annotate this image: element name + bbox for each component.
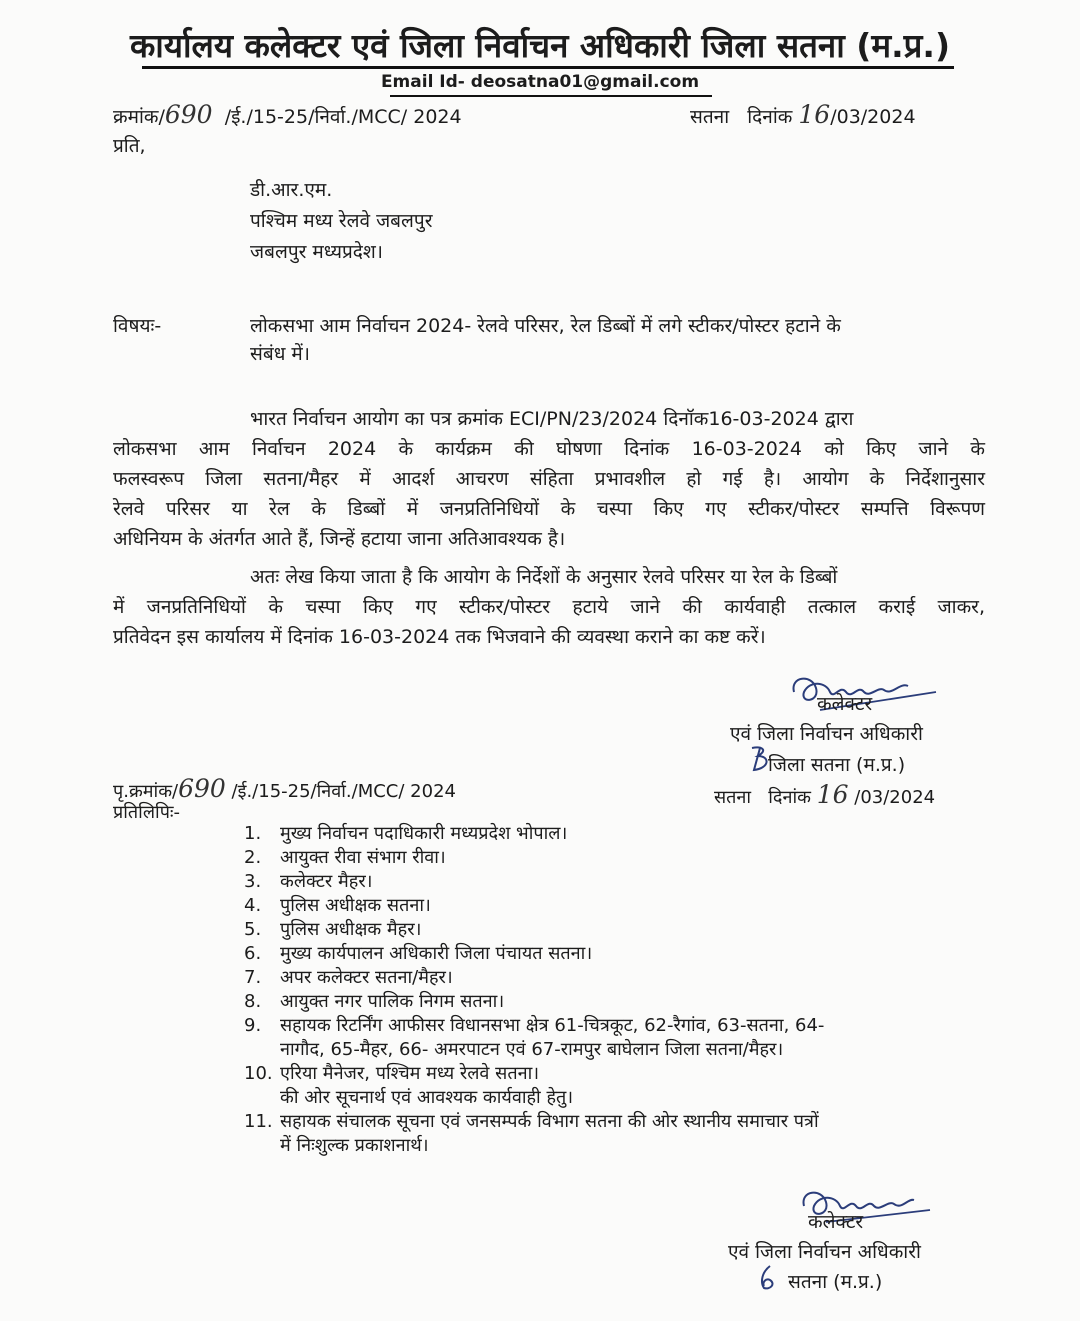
list-item-text: सहायक रिटर्निंग आफीसर विधानसभा क्षेत्र 61-चित्रकूट, 62-रैगांव, 63-सतना, 64-: [280, 1015, 825, 1036]
list-item: [244, 966, 1004, 990]
list-item-text: पुलिस अधीक्षक सतना।: [280, 895, 431, 916]
list-item-number: 1.: [244, 823, 262, 844]
signature-2-title: कलेक्टर: [808, 1211, 864, 1233]
list-item-number: 5.: [244, 919, 262, 940]
email-line: Email Id- deosatna01@gmail.com: [380, 72, 700, 92]
body-line: अधिनियम के अंतर्गत आते हैं, जिन्हें हटाया जाना अतिआवश्यक है।: [113, 528, 566, 550]
ref-place: सतना: [690, 106, 730, 128]
copy-ref-handwritten-day: 16: [816, 780, 849, 809]
subject-line-2: संबंध में।: [250, 343, 310, 365]
list-item-number: 8.: [244, 991, 262, 1012]
copy-list: [244, 822, 1004, 1158]
copy-ref-place: सतना: [714, 787, 752, 808]
subject-line-1: लोकसभा आम निर्वाचन 2024- रेलवे परिसर, रेल डिब्बों में लगे स्टीकर/पोस्टर हटाने के: [250, 315, 841, 337]
ref-handwritten-day: 16: [798, 100, 831, 129]
title-underline: [142, 66, 954, 69]
list-item-number: 6.: [244, 943, 262, 964]
body-line: अतः लेख किया जाता है कि आयोग के निर्देशों के अनुसार रेलवे परिसर या रेल के डिब्बों: [250, 566, 838, 588]
signature-2-designation: एवं जिला निर्वाचन अधिकारी: [728, 1241, 921, 1263]
email-underline: [390, 95, 712, 97]
subject-label: विषयः-: [113, 315, 162, 337]
ref-date-line: [690, 100, 916, 129]
list-item-text: आयुक्त नगर पालिक निगम सतना।: [280, 991, 505, 1012]
body-line: भारत निर्वाचन आयोग का पत्र क्रमांक ECI/PN/23/2024 दिनॉक16-03-2024 द्वारा: [250, 408, 854, 430]
list-item: [244, 918, 1004, 942]
list-item-number: 4.: [244, 895, 262, 916]
copy-ref-code: /ई./15-25/निर्वा./MCC/ 2024: [231, 781, 456, 802]
signature-2-initial-mark: [756, 1262, 780, 1292]
list-item: [244, 894, 1004, 918]
list-item-number: 10.: [244, 1063, 273, 1084]
signature-1-title: कलेक्टर: [817, 693, 873, 715]
list-item-text: अपर कलेक्टर सतना/मैहर।: [280, 967, 453, 988]
page-title: कार्यालय कलेक्टर एवं जिला निर्वाचन अधिकारी जिला सतना (म.प्र.): [129, 26, 951, 65]
ref-prefix: क्रमांक/: [113, 106, 165, 128]
copy-ref-month-year: /03/2024: [854, 787, 936, 808]
copy-label: प्रतिलिपिः-: [113, 802, 181, 823]
list-item: [244, 1062, 1004, 1110]
list-item-text: कलेक्टर मैहर।: [280, 871, 373, 892]
list-item: [244, 1014, 1004, 1062]
ref-month-year: /03/2024: [830, 106, 916, 128]
list-item-number: 2.: [244, 847, 262, 868]
body-line: में जनप्रतिनिधियों के चस्पा किए गए स्टीकर/पोस्टर हटाये जाने की कार्यवाही तत्काल कराई जाकर,: [113, 596, 985, 618]
addressee-line-2: पश्चिम मध्य रेलवे जबलपुर: [250, 210, 433, 232]
list-item-number: 3.: [244, 871, 262, 892]
copy-ref-date-line: [714, 780, 935, 809]
copy-ref-handwritten-number: 690: [178, 774, 226, 803]
body-line: फलस्वरूप जिला सतना/मैहर में आदर्श आचरण संहिता प्रभावशील हो गई है। आयोग के निर्देशानुसार: [113, 468, 985, 490]
list-item: [244, 942, 1004, 966]
signature-2-office: सतना (म.प्र.): [788, 1271, 883, 1293]
list-item: [244, 870, 1004, 894]
list-item-text: नागौद, 65-मैहर, 66- अमरपाटन एवं 67-रामपुर बाघेलान जिला सतना/मैहर।: [280, 1039, 784, 1060]
body-paragraph-2: [113, 562, 985, 652]
ref-code: /ई./15-25/निर्वा./MCC/ 2024: [224, 106, 462, 128]
body-line: लोकसभा आम निर्वाचन 2024 के कार्यक्रम की घोषणा दिनांक 16-03-2024 को किए जाने के: [113, 438, 985, 460]
list-item-text: की ओर सूचनार्थ एवं आवश्यक कार्यवाही हेतु।: [280, 1087, 574, 1108]
copy-ref-prefix: पृ.क्रमांक/: [113, 781, 179, 802]
list-item-text: आयुक्त रीवा संभाग रीवा।: [280, 847, 446, 868]
signature-1-designation: एवं जिला निर्वाचन अधिकारी: [730, 723, 923, 745]
list-item: [244, 846, 1004, 870]
list-item-text: एरिया मैनेजर, पश्चिम मध्य रेलवे सतना।: [280, 1063, 540, 1084]
list-item-text: मुख्य निर्वाचन पदाधिकारी मध्यप्रदेश भोपाल।: [280, 823, 568, 844]
addressee-line-3: जबलपुर मध्यप्रदेश।: [250, 241, 383, 263]
list-item-text: मुख्य कार्यपालन अधिकारी जिला पंचायत सतना।: [280, 943, 593, 964]
ref-number-line: [113, 100, 462, 129]
copy-ref-number-line: [113, 774, 456, 803]
list-item: [244, 1110, 1004, 1158]
body-line: प्रतिवेदन इस कार्यालय में दिनांक 16-03-2024 तक भिजवाने की व्यवस्था कराने का कष्ट करें।: [113, 626, 766, 648]
list-item: [244, 990, 1004, 1014]
list-item-text: पुलिस अधीक्षक मैहर।: [280, 919, 422, 940]
body-line: रेलवे परिसर या रेल के डिब्बों में जनप्रतिनिधियों के चस्पा किए गए स्टीकर/पोस्टर सम्पत्ति विरूपण: [113, 498, 985, 520]
signature-1-initial-mark: [748, 744, 774, 774]
copy-ref-date-label: दिनांक: [768, 787, 811, 808]
list-item-number: 7.: [244, 967, 262, 988]
list-item-text: में निःशुल्क प्रकाशनार्थ।: [280, 1135, 429, 1156]
ref-handwritten-number: 690: [164, 100, 213, 129]
addressee-line-1: डी.आर.एम.: [250, 179, 333, 201]
body-paragraph-1: [113, 404, 985, 554]
to-label: प्रति,: [113, 135, 146, 157]
list-item-number: 11.: [244, 1111, 273, 1132]
list-item-text: सहायक संचालक सूचना एवं जनसम्पर्क विभाग सतना की ओर स्थानीय समाचार पत्रों: [280, 1111, 819, 1132]
ref-date-label: दिनांक: [747, 106, 793, 128]
signature-1-office: जिला सतना (म.प्र.): [768, 754, 906, 776]
list-item-number: 9.: [244, 1015, 262, 1036]
list-item: [244, 822, 1004, 846]
